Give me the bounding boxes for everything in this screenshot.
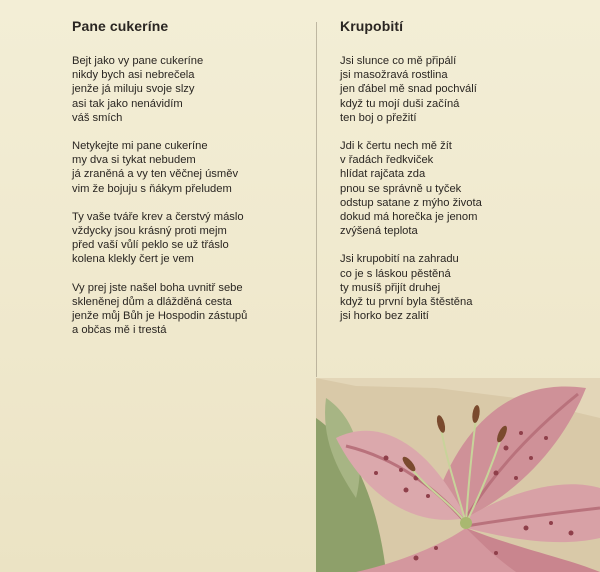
poem-title: Pane cukeríne — [72, 18, 169, 34]
stanza — [72, 281, 302, 338]
lily-flower-image — [316, 378, 600, 572]
verse-line: jen ďábel mě snad pochválí — [340, 83, 477, 96]
verse-line: Ty vaše tváře krev a čerstvý máslo — [72, 210, 244, 223]
verse-line: Netykejte mi pane cukeríne — [72, 140, 208, 153]
verse-line: Jsi slunce co mě připálí — [340, 55, 457, 67]
verse-line: dokud má horečka je jenom — [340, 211, 478, 224]
verse-line: odstup satane z mýho života — [340, 196, 482, 209]
stanza — [72, 139, 302, 196]
verse-line: skleněnej dům a dlážděná cesta — [72, 295, 232, 308]
verse-line: Vy prej jste našel boha uvnitř sebe — [72, 281, 243, 294]
verse-line: zvýšená teplota — [340, 225, 418, 238]
verse-line: my dva si tykat nebudem — [72, 154, 196, 167]
poem-title: Krupobití — [340, 18, 404, 34]
verse-line: nikdy bych asi nebrečela — [72, 69, 195, 82]
verse-line: když tu první byla štěstěna — [340, 296, 473, 309]
verse-line: pnou se správně u tyček — [340, 182, 462, 195]
stanza — [72, 54, 302, 125]
verse-line: jenže můj Bůh je Hospodin zástupů — [72, 310, 248, 323]
verse-line: ty musíš přijít druhej — [340, 281, 441, 294]
verse-line: před vaší vůlí peklo se už třáslo — [72, 239, 229, 252]
verse-line: hlídat rajčata zda — [340, 168, 426, 181]
verse-line: ten boj o přežití — [340, 111, 417, 124]
stanza — [340, 252, 580, 323]
verse-line: a občas mě i trestá — [72, 324, 167, 337]
stanza — [340, 139, 580, 238]
verse-line: vždycky jsou krásný proti mejm — [72, 225, 227, 238]
verse-line: Jdi k čertu nech mě žít — [340, 140, 452, 153]
column-divider — [316, 22, 317, 377]
verse-line: v řadách ředkviček — [340, 154, 434, 167]
lily-illustration — [316, 378, 600, 572]
left-poem — [72, 18, 302, 351]
verse-line: jsi horko bez zalití — [340, 310, 429, 323]
verse-line: váš smích — [72, 111, 123, 124]
stanza — [340, 54, 580, 125]
verse-line: když tu mojí duši začíná — [340, 97, 460, 110]
verse-line: Bejt jako vy pane cukeríne — [72, 55, 204, 67]
verse-line: jsi masožravá rostlina — [340, 69, 448, 82]
right-poem — [340, 18, 580, 337]
verse-line: jenže já miluju svoje slzy — [72, 83, 195, 96]
verse-line: já zraněná a vy ten věčnej úsměv — [72, 168, 239, 181]
verse-line: Jsi krupobití na zahradu — [340, 253, 459, 266]
stanza — [72, 210, 302, 267]
verse-line: asi tak jako nenávidím — [72, 97, 183, 110]
verse-line: co je s láskou pěstěná — [340, 267, 451, 280]
verse-line: vim že bojuju s ňákym přeludem — [72, 182, 232, 195]
verse-line: kolena klekly čert je vem — [72, 253, 194, 266]
